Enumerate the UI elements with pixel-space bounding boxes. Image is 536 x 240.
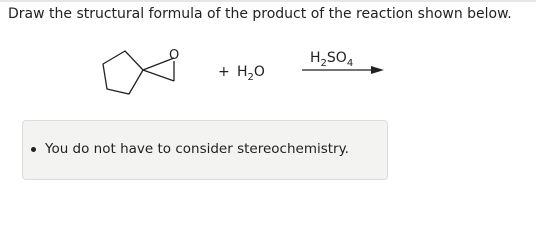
bullet-icon: [31, 147, 36, 152]
epoxide-reactant-structure: [103, 51, 174, 94]
plus-sign: +: [218, 64, 230, 80]
epoxide-bond-c-ch2: [143, 70, 174, 81]
question-prompt: Draw the structural formula of the product of the reaction shown below.: [8, 6, 512, 22]
reaction-arrow: [302, 66, 384, 74]
catalyst-label: $H_2SO_4$: [310, 50, 354, 69]
cyclopentane-ring: [103, 51, 143, 94]
water-reagent: $H_2O$: [237, 64, 265, 83]
reaction-scheme: [0, 0, 536, 110]
instruction-item: [45, 141, 349, 157]
instructions-box: [22, 120, 388, 180]
instruction-text: You do not have to consider stereochemistry.: [45, 141, 349, 157]
epoxide-oxygen-label: O: [169, 48, 180, 63]
